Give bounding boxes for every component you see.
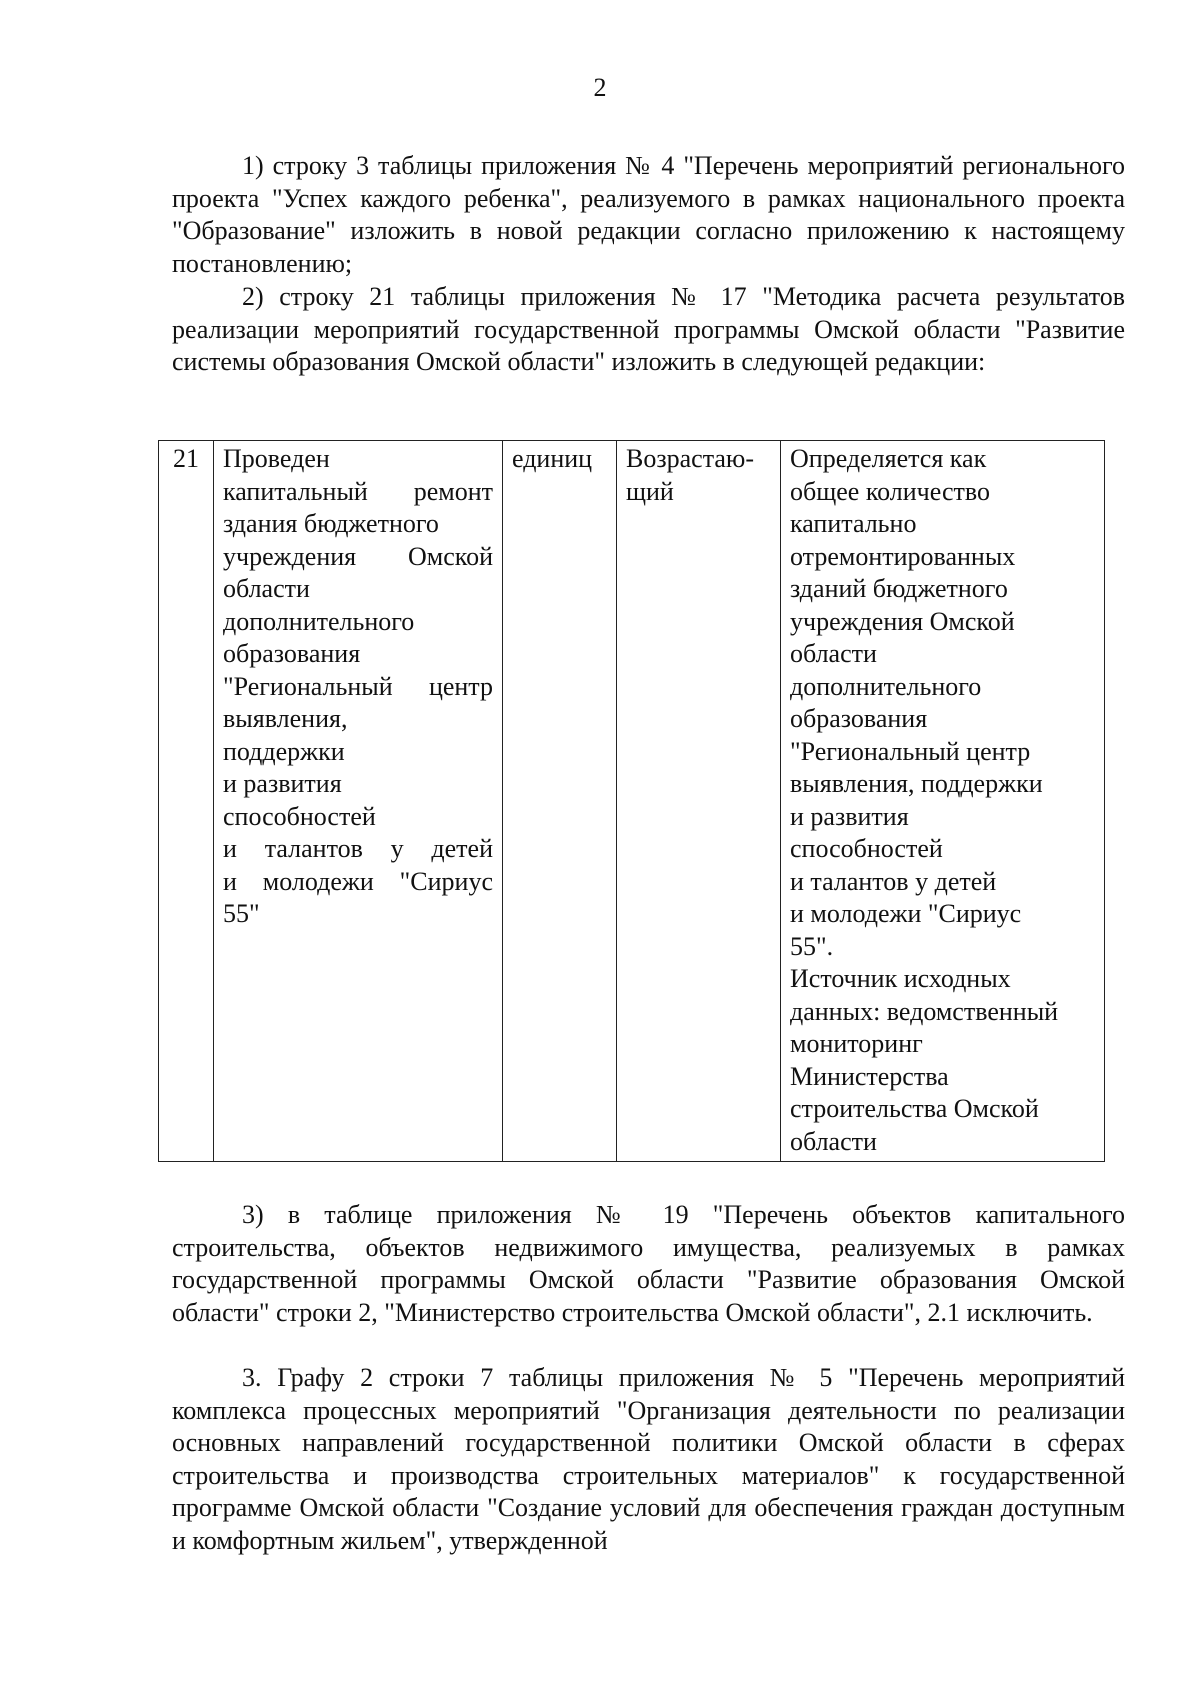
cell-line: Проведен: [223, 444, 330, 473]
cell-line: "Региональный центр: [223, 671, 493, 701]
cell-line: образования: [223, 639, 361, 668]
cell-line: и молодежи "Сириус: [223, 866, 493, 896]
cell-line: общее количество: [790, 476, 990, 506]
cell-line: 55": [223, 899, 260, 928]
cell-line: выявления,: [223, 704, 348, 733]
cell-line: Возрастаю-: [626, 444, 754, 473]
cell-line: выявления, поддержки: [790, 769, 1043, 798]
event-name-cell: [214, 441, 503, 1162]
cell-line: Министерства: [790, 1061, 949, 1091]
method-text: [790, 443, 1095, 1158]
cell-line: отремонтированных: [790, 541, 1016, 571]
paragraph-item-1: 1) строку 3 таблицы приложения № 4 "Перечень мероприятий регионального проекта "Успех каждого ребенка", реализуемого в рамках национального проекта "Образование" изложить в новой редакции согласно приложению к настоящему постановлению;: [172, 151, 1125, 278]
cell-line: Определяется как: [790, 444, 987, 473]
table-row: [159, 441, 1105, 1162]
cell-line: щий: [626, 476, 674, 506]
cell-line: и талантов у детей: [790, 866, 997, 896]
cell-line: зданий бюджетного: [790, 574, 1008, 603]
cell-line: дополнительного: [223, 606, 415, 636]
cell-line: и молодежи "Сириус: [790, 899, 1022, 928]
cell-line: капитальный ремонт: [223, 476, 493, 506]
cell-line: области: [223, 574, 310, 603]
cell-line: здания бюджетного: [223, 509, 439, 538]
cell-line: мониторинг: [790, 1029, 923, 1058]
unit-cell: единиц: [503, 441, 617, 1162]
paragraph-item-4: 3. Графу 2 строки 7 таблицы приложения № 5 "Перечень мероприятий комплекса процессных мероприятий "Организация деятельности по реализации основных направлений государственной политики Омской области в сферах строительства и производства строительных материалов" к государственной программе Омской области "Создание условий для обеспечения граждан доступным и комфортным жильем", утвержденной: [172, 1363, 1125, 1555]
cell-line: образования: [790, 704, 928, 733]
cell-line: Источник исходных: [790, 964, 1011, 993]
cell-line: и талантов у детей: [223, 834, 493, 863]
cell-line: области: [790, 1126, 877, 1156]
method-cell: [781, 441, 1105, 1162]
cell-line: дополнительного: [790, 671, 982, 701]
cell-line: учреждения Омской: [223, 541, 493, 571]
cell-line: способностей: [223, 801, 376, 831]
cell-line: поддержки: [223, 736, 345, 766]
cell-line: данных: ведомственный: [790, 996, 1059, 1026]
cell-line: "Региональный центр: [790, 736, 1031, 766]
cell-line: строительства Омской: [790, 1094, 1039, 1123]
cell-line: учреждения Омской: [790, 606, 1015, 636]
event-name-text: [223, 443, 493, 931]
methodology-table: [158, 440, 1105, 1162]
cell-line: 55".: [790, 931, 834, 961]
dynamics-text: [626, 443, 771, 508]
paragraph-item-2: 2) строку 21 таблицы приложения № 17 "Методика расчета результатов реализации мероприятий государственной программы Омской области "Развитие системы образования Омской области" изложить в следующей редакции:: [172, 282, 1125, 376]
dynamics-cell: [617, 441, 781, 1162]
page-number: 2: [593, 73, 607, 102]
cell-line: капитально: [790, 509, 917, 538]
cell-line: и развития: [790, 801, 909, 831]
cell-line: способностей: [790, 834, 943, 863]
cell-line: и развития: [223, 769, 342, 798]
cell-line: области: [790, 639, 877, 668]
row-number-cell: 21: [159, 441, 214, 1162]
paragraph-item-3: 3) в таблице приложения № 19 "Перечень объектов капитального строительства, объектов недвижимого имущества, реализуемых в рамках государственной программы Омской области "Развитие образования Омской области" строки 2, "Министерство строительства Омской области", 2.1 исключить.: [172, 1200, 1125, 1327]
